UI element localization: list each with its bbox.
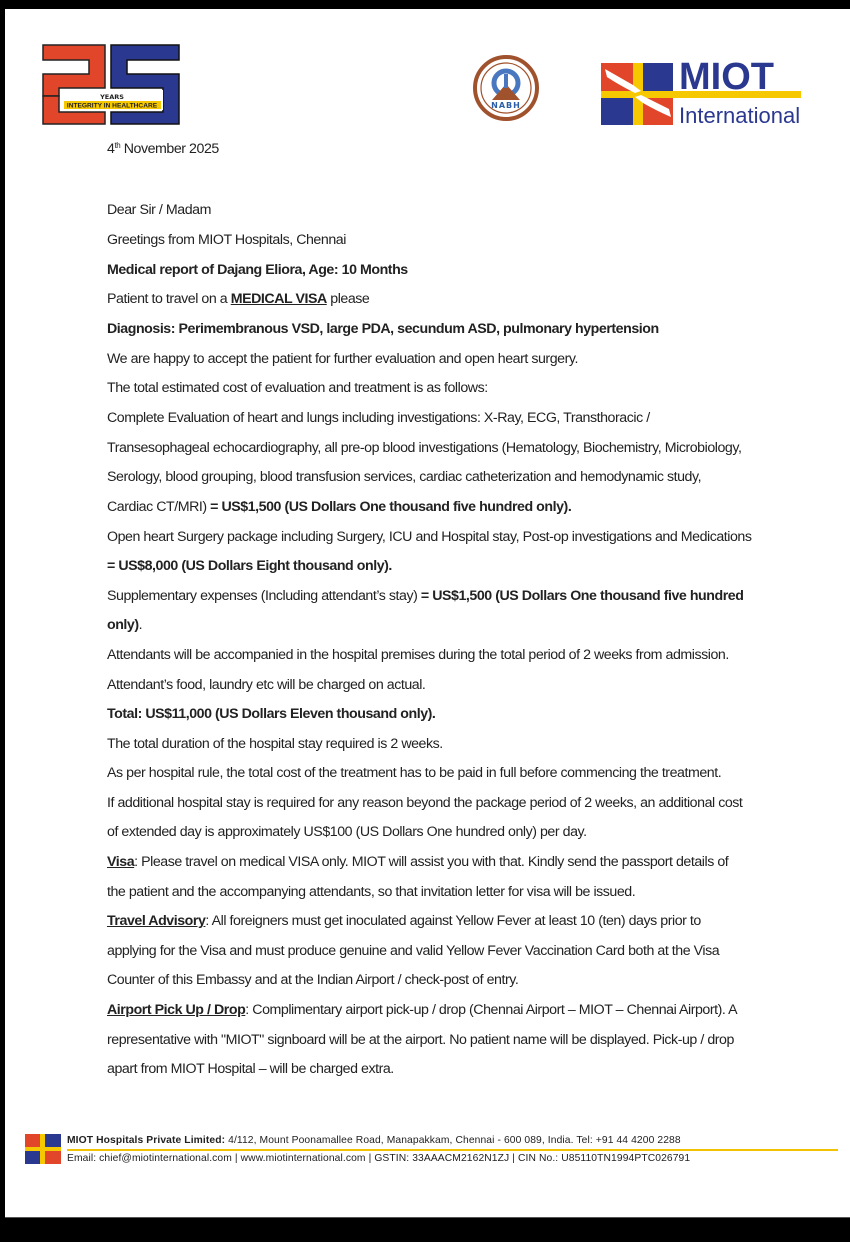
attendants-line-2: Attendant’s food, laundry etc will be charged on actual. (107, 677, 426, 693)
visa-label: Visa (107, 854, 135, 870)
diagnosis: Diagnosis: Perimembranous VSD, large PDA, secundum ASD, pulmonary hypertension (107, 321, 659, 337)
total-cost: Total: US$11,000 (US Dollars Eleven thousand only). (107, 706, 436, 722)
letterhead-footer (25, 1134, 840, 1174)
footer-contacts: Email: chief@miotinternational.com | www.miotinternational.com | GSTIN: 33AAACM2162N1ZJ | CIN No.: U85110TN1994PTC026791 (67, 1153, 691, 1164)
evaluation-line-1: Complete Evaluation of heart and lungs including investigations: X-Ray, ECG, Transthoracic / (107, 410, 650, 426)
logo-tagline-text: INTEGRITY IN HEALTHCARE (66, 102, 158, 110)
miot-sub-text: International (679, 103, 801, 128)
footer-website[interactable]: www.miotinternational.com (240, 1153, 366, 1164)
25-years-logo-icon (39, 42, 181, 127)
miot-international-logo (597, 55, 807, 133)
footer-divider (67, 1149, 838, 1151)
visa-line-1: Visa: Please travel on medical VISA only. MIOT will assist you with that. Kindly send the passport details of (107, 854, 729, 870)
miot-flag-icon (597, 55, 807, 133)
cost-intro: The total estimated cost of evaluation and treatment is as follows: (107, 380, 488, 396)
nabh-label: NABH (491, 101, 521, 110)
footer-gstin: GSTIN: 33AAACM2162N1ZJ (374, 1153, 510, 1164)
attendants-line-1: Attendants will be accompanied in the hospital premises during the total period of 2 weeks from admission. (107, 647, 729, 663)
evaluation-line-2: Transesophageal echocardiography, all pre-op blood investigations (Hematology, Biochemistry, Microbiology, (107, 440, 742, 456)
airport-line-2: representative with "MIOT" signboard will be at the airport. No patient name will be displayed. Pick-up / drop (107, 1032, 734, 1048)
evaluation-cost: = US$1,500 (US Dollars One thousand five hundred only). (210, 499, 572, 515)
supplementary-cost: = US$1,500 (US Dollars One thousand five hundred (420, 588, 744, 604)
report-title: Medical report of Dajang Eliora, Age: 10 Months (107, 262, 408, 278)
travel-advisory-line-3: Counter of this Embassy and at the Indian Airport / check-post of entry. (107, 972, 519, 988)
supplementary-line: Supplementary expenses (Including attendant’s stay) = US$1,500 (US Dollars One thousand five hundred (107, 588, 744, 604)
letter-date: 4th November 2025 (107, 141, 219, 157)
evaluation-cost-line: Cardiac CT/MRI) = US$1,500 (US Dollars One thousand five hundred only). (107, 499, 572, 515)
extra-stay-line-1: If additional hospital stay is required for any reason beyond the package period of 2 weeks, an additional cost (107, 795, 743, 811)
visa-line-2: the patient and the accompanying attendants, so that invitation letter for visa will be issued. (107, 884, 636, 900)
airport-line-1: Airport Pick Up / Drop: Complimentary airport pick-up / drop (Chennai Airport – MIOT – Chennai Airport). A (107, 1002, 738, 1018)
25-years-logo (39, 42, 181, 127)
footer-address: MIOT Hospitals Private Limited: 4/112, Mount Poonamallee Road, Manapakkam, Chennai - 600 089, India. Tel: +91 44 4200 2288 (67, 1135, 681, 1146)
payment-rule: As per hospital rule, the total cost of the treatment has to be paid in full before commencing the treatment. (107, 765, 722, 781)
footer-email[interactable]: Email: chief@miotinternational.com (67, 1153, 232, 1164)
salutation: Dear Sir / Madam (107, 202, 211, 218)
supplementary-cost-end: only). (107, 617, 143, 633)
letter-page (5, 9, 850, 1218)
footer-cin: CIN No.: U85110TN1994PTC026791 (517, 1153, 691, 1164)
surgery-line: Open heart Surgery package including Surgery, ICU and Hospital stay, Post-op investigations and Medications (107, 529, 752, 545)
surgery-cost: = US$8,000 (US Dollars Eight thousand only). (107, 558, 392, 574)
logo-years-text: YEARS (100, 93, 124, 101)
miot-brand-text: MIOT (679, 56, 774, 98)
travel-advisory-label: Travel Advisory (107, 913, 206, 929)
visa-request: Patient to travel on a MEDICAL VISA please (107, 291, 370, 307)
nabh-logo (472, 54, 540, 122)
miot-footer-flag-icon (25, 1134, 61, 1164)
airport-label: Airport Pick Up / Drop (107, 1002, 246, 1018)
travel-advisory-line-1: Travel Advisory: All foreigners must get inoculated against Yellow Fever at least 10 (ten) days prior to (107, 913, 701, 929)
acceptance-statement: We are happy to accept the patient for further evaluation and open heart surgery. (107, 351, 578, 367)
extra-stay-line-2: of extended day is approximately US$100 (US Dollars One hundred only) per day. (107, 824, 587, 840)
greeting: Greetings from MIOT Hospitals, Chennai (107, 232, 346, 248)
evaluation-line-3: Serology, blood grouping, blood transfusion services, cardiac catheterization and hemodynamic study, (107, 469, 702, 485)
stay-duration: The total duration of the hospital stay required is 2 weeks. (107, 736, 443, 752)
medical-visa-emphasis: MEDICAL VISA (230, 291, 327, 307)
airport-line-3: apart from MIOT Hospital – will be charged extra. (107, 1061, 394, 1077)
travel-advisory-line-2: applying for the Visa and must produce genuine and valid Yellow Fever Vaccination Card both at the Visa (107, 943, 720, 959)
footer-company: MIOT Hospitals Private Limited: (67, 1135, 226, 1146)
nabh-seal-icon (472, 54, 540, 122)
